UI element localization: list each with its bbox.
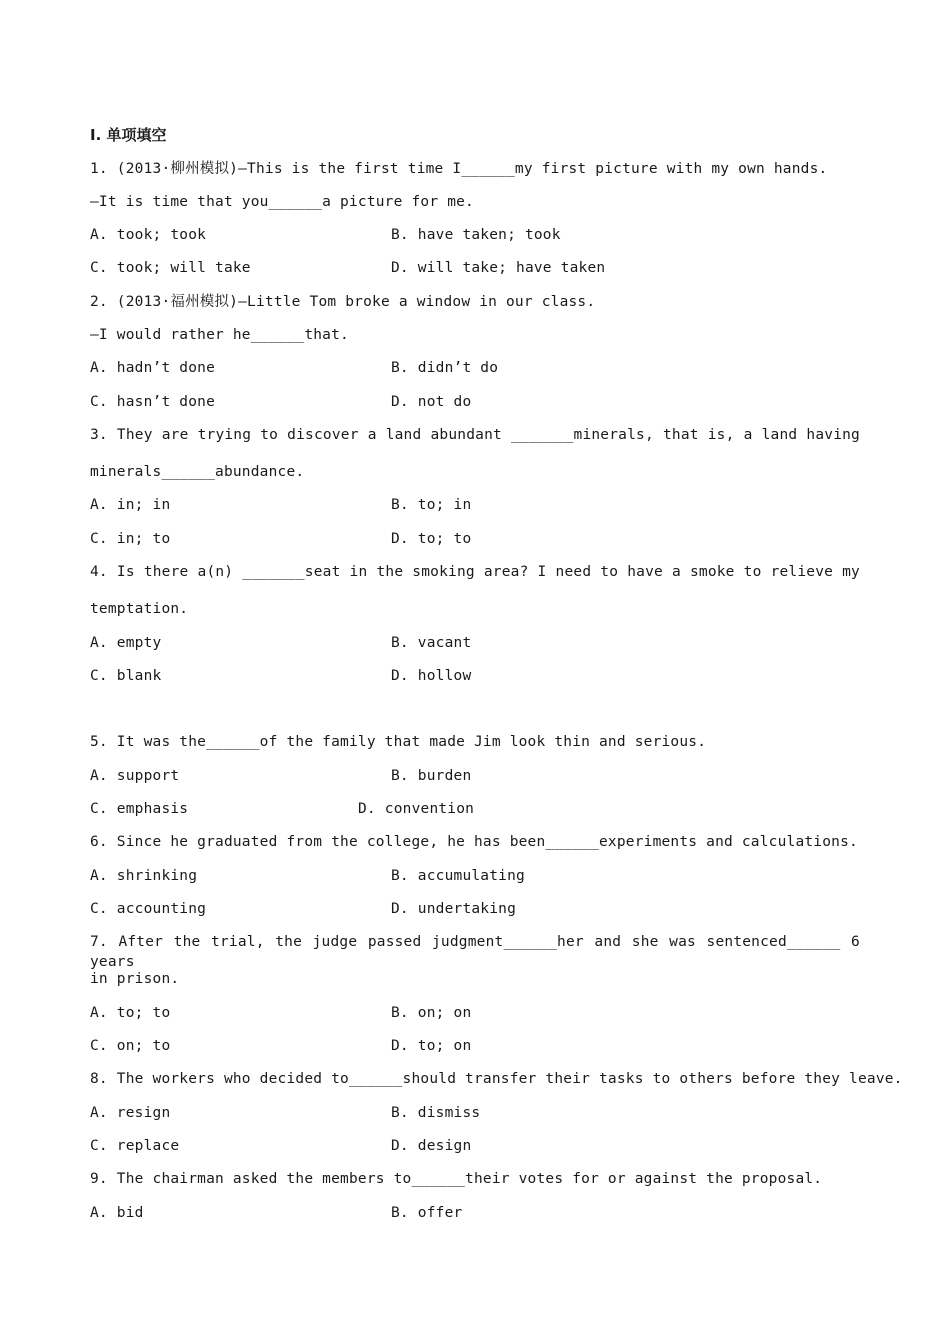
option-b[interactable]: B. accumulating [391, 868, 525, 884]
question-2-stem: 2. (2013·福州模拟)—Little Tom broke a window in our class. [90, 294, 596, 310]
question-4-stem-cont: temptation. [90, 601, 189, 617]
option-b[interactable]: B. didn’t do [391, 360, 499, 376]
option-a[interactable]: A. took; took [90, 227, 207, 243]
option-c[interactable]: C. replace [90, 1138, 180, 1154]
option-d[interactable]: D. to; to [391, 531, 472, 547]
option-a[interactable]: A. bid [90, 1205, 144, 1221]
option-c[interactable]: C. took; will take [90, 260, 251, 276]
option-c[interactable]: C. emphasis [90, 801, 189, 817]
question-7-stem: 7. After the trial, the judge passed judgment______her and she was sentenced______ 6 years [90, 934, 860, 970]
option-b[interactable]: B. to; in [391, 497, 472, 513]
option-d[interactable]: D. hollow [391, 668, 472, 684]
option-c[interactable]: C. accounting [90, 901, 207, 917]
option-d[interactable]: D. design [391, 1138, 472, 1154]
option-c[interactable]: C. hasn’t done [90, 394, 216, 410]
option-b[interactable]: B. on; on [391, 1005, 472, 1021]
question-4-stem: 4. Is there a(n) _______seat in the smoking area? I need to have a smoke to relieve my [90, 564, 860, 580]
option-b[interactable]: B. vacant [391, 635, 472, 651]
question-8-stem: 8. The workers who decided to______should transfer their tasks to others before they leave. [90, 1071, 903, 1087]
option-d[interactable]: D. to; on [391, 1038, 472, 1054]
option-d[interactable]: D. undertaking [391, 901, 517, 917]
question-9-options-row-1 [90, 1203, 860, 1283]
option-a[interactable]: A. support [90, 768, 180, 784]
option-a[interactable]: A. in; in [90, 497, 171, 513]
option-d[interactable]: D. will take; have taken [391, 260, 606, 276]
option-d[interactable]: D. convention [358, 801, 475, 817]
option-b[interactable]: B. dismiss [391, 1105, 481, 1121]
option-b[interactable]: B. burden [391, 768, 472, 784]
option-c[interactable]: C. on; to [90, 1038, 171, 1054]
option-b[interactable]: B. have taken; took [391, 227, 561, 243]
option-b[interactable]: B. offer [391, 1205, 463, 1221]
question-5-stem: 5. It was the______of the family that made Jim look thin and serious. [90, 734, 707, 750]
option-a[interactable]: A. to; to [90, 1005, 171, 1021]
option-c[interactable]: C. blank [90, 668, 162, 684]
question-2-stem-cont: —I would rather he______that. [90, 327, 349, 343]
question-6-stem: 6. Since he graduated from the college, he has been______experiments and calculations. [90, 834, 858, 850]
question-1-stem: 1. (2013·柳州模拟)—This is the first time I______my first picture with my own hands. [90, 161, 828, 177]
question-3-stem: 3. They are trying to discover a land abundant _______minerals, that is, a land having [90, 427, 860, 443]
section-heading: Ⅰ. 单项填空 [90, 126, 167, 144]
question-1-stem-cont: —It is time that you______a picture for me. [90, 194, 474, 210]
option-c[interactable]: C. in; to [90, 531, 171, 547]
option-a[interactable]: A. resign [90, 1105, 171, 1121]
option-a[interactable]: A. shrinking [90, 868, 198, 884]
option-d[interactable]: D. not do [391, 394, 472, 410]
question-9-stem: 9. The chairman asked the members to______their votes for or against the proposal. [90, 1171, 823, 1187]
option-a[interactable]: A. hadn’t done [90, 360, 216, 376]
option-a[interactable]: A. empty [90, 635, 162, 651]
question-3-stem-cont: minerals______abundance. [90, 464, 305, 480]
question-7-stem-cont: in prison. [90, 971, 180, 987]
